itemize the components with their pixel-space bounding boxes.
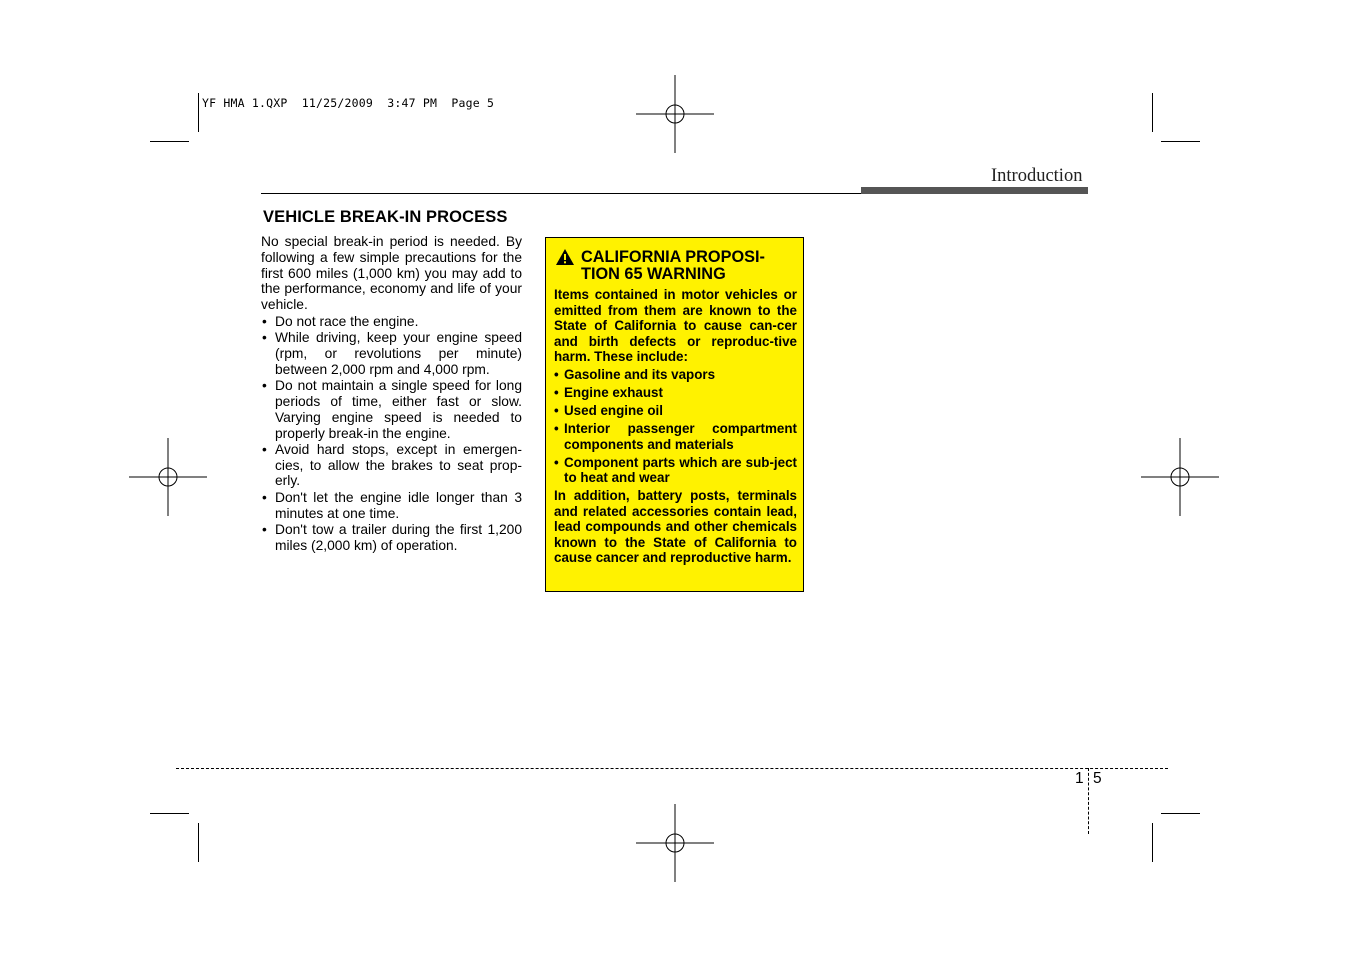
list-item: • Interior passenger compartment components and materials xyxy=(554,421,797,452)
break-in-text xyxy=(261,234,522,554)
list-item: • Component parts which are sub-ject to heat and wear xyxy=(554,455,797,486)
warning-intro: Items contained in motor vehicles or emitted from them are known to the State of California to cause can-cer and birth defects or reproduc-tive harm. These include: xyxy=(554,287,797,365)
break-in-list xyxy=(261,314,522,553)
crop-mark xyxy=(1161,141,1200,142)
crop-mark xyxy=(198,823,199,862)
print-slug: YF HMA 1.QXP 11/25/2009 3:47 PM Page 5 xyxy=(202,96,495,110)
footer-rule xyxy=(176,768,1168,769)
header-rule xyxy=(261,193,861,194)
warning-list xyxy=(554,367,797,486)
list-item: • Do not maintain a single speed for long periods of time, either fast or slow. Varying engine speed is needed to properly break-in the engine. xyxy=(261,378,522,441)
list-item: • Don't let the engine idle longer than 3 minutes at one time. xyxy=(261,490,522,522)
section-title: Introduction xyxy=(991,166,1083,186)
warning-closing: In addition, battery posts, terminals and related accessories contain lead, lead compounds and other chemicals known to the State of California to cause cancer and reproductive harm. xyxy=(554,488,797,566)
break-in-heading: VEHICLE BREAK-IN PROCESS xyxy=(263,208,508,226)
header-rule-accent xyxy=(861,187,1088,194)
registration-mark-icon xyxy=(129,438,207,516)
break-in-intro: No special break-in period is needed. By following a few simple precautions for the first 600 miles (1,000 km) you may add to the performance, economy and life of your vehicle. xyxy=(261,234,522,313)
list-item: • Engine exhaust xyxy=(554,385,797,401)
list-item: • Don't tow a trailer during the first 1,200 miles (2,000 km) of operation. xyxy=(261,522,522,554)
crop-mark xyxy=(1152,93,1153,132)
warning-triangle-icon xyxy=(555,248,575,266)
list-item: • While driving, keep your engine speed (rpm, or revolutions per minute) between 2,000 rpm and 4,000 rpm. xyxy=(261,330,522,377)
crop-mark xyxy=(1152,823,1153,862)
chapter-number: 1 xyxy=(1075,770,1084,787)
crop-mark xyxy=(150,141,189,142)
list-item: • Used engine oil xyxy=(554,403,797,419)
crop-mark xyxy=(198,93,199,132)
crop-mark xyxy=(1161,813,1200,814)
crop-mark xyxy=(150,813,189,814)
footer-divider xyxy=(1088,768,1089,834)
list-item: • Gasoline and its vapors xyxy=(554,367,797,383)
warning-body xyxy=(554,287,797,568)
list-item: • Do not race the engine. xyxy=(261,314,522,330)
warning-title: CALIFORNIA PROPOSI-TION 65 WARNING xyxy=(581,248,765,283)
page-number: 5 xyxy=(1093,770,1102,787)
prop65-warning-box xyxy=(545,237,804,592)
registration-mark-icon xyxy=(636,75,714,153)
registration-mark-icon xyxy=(1141,438,1219,516)
list-item: • Avoid hard stops, except in emergen-cies, to allow the brakes to seat prop-erly. xyxy=(261,442,522,489)
registration-mark-icon xyxy=(636,804,714,882)
